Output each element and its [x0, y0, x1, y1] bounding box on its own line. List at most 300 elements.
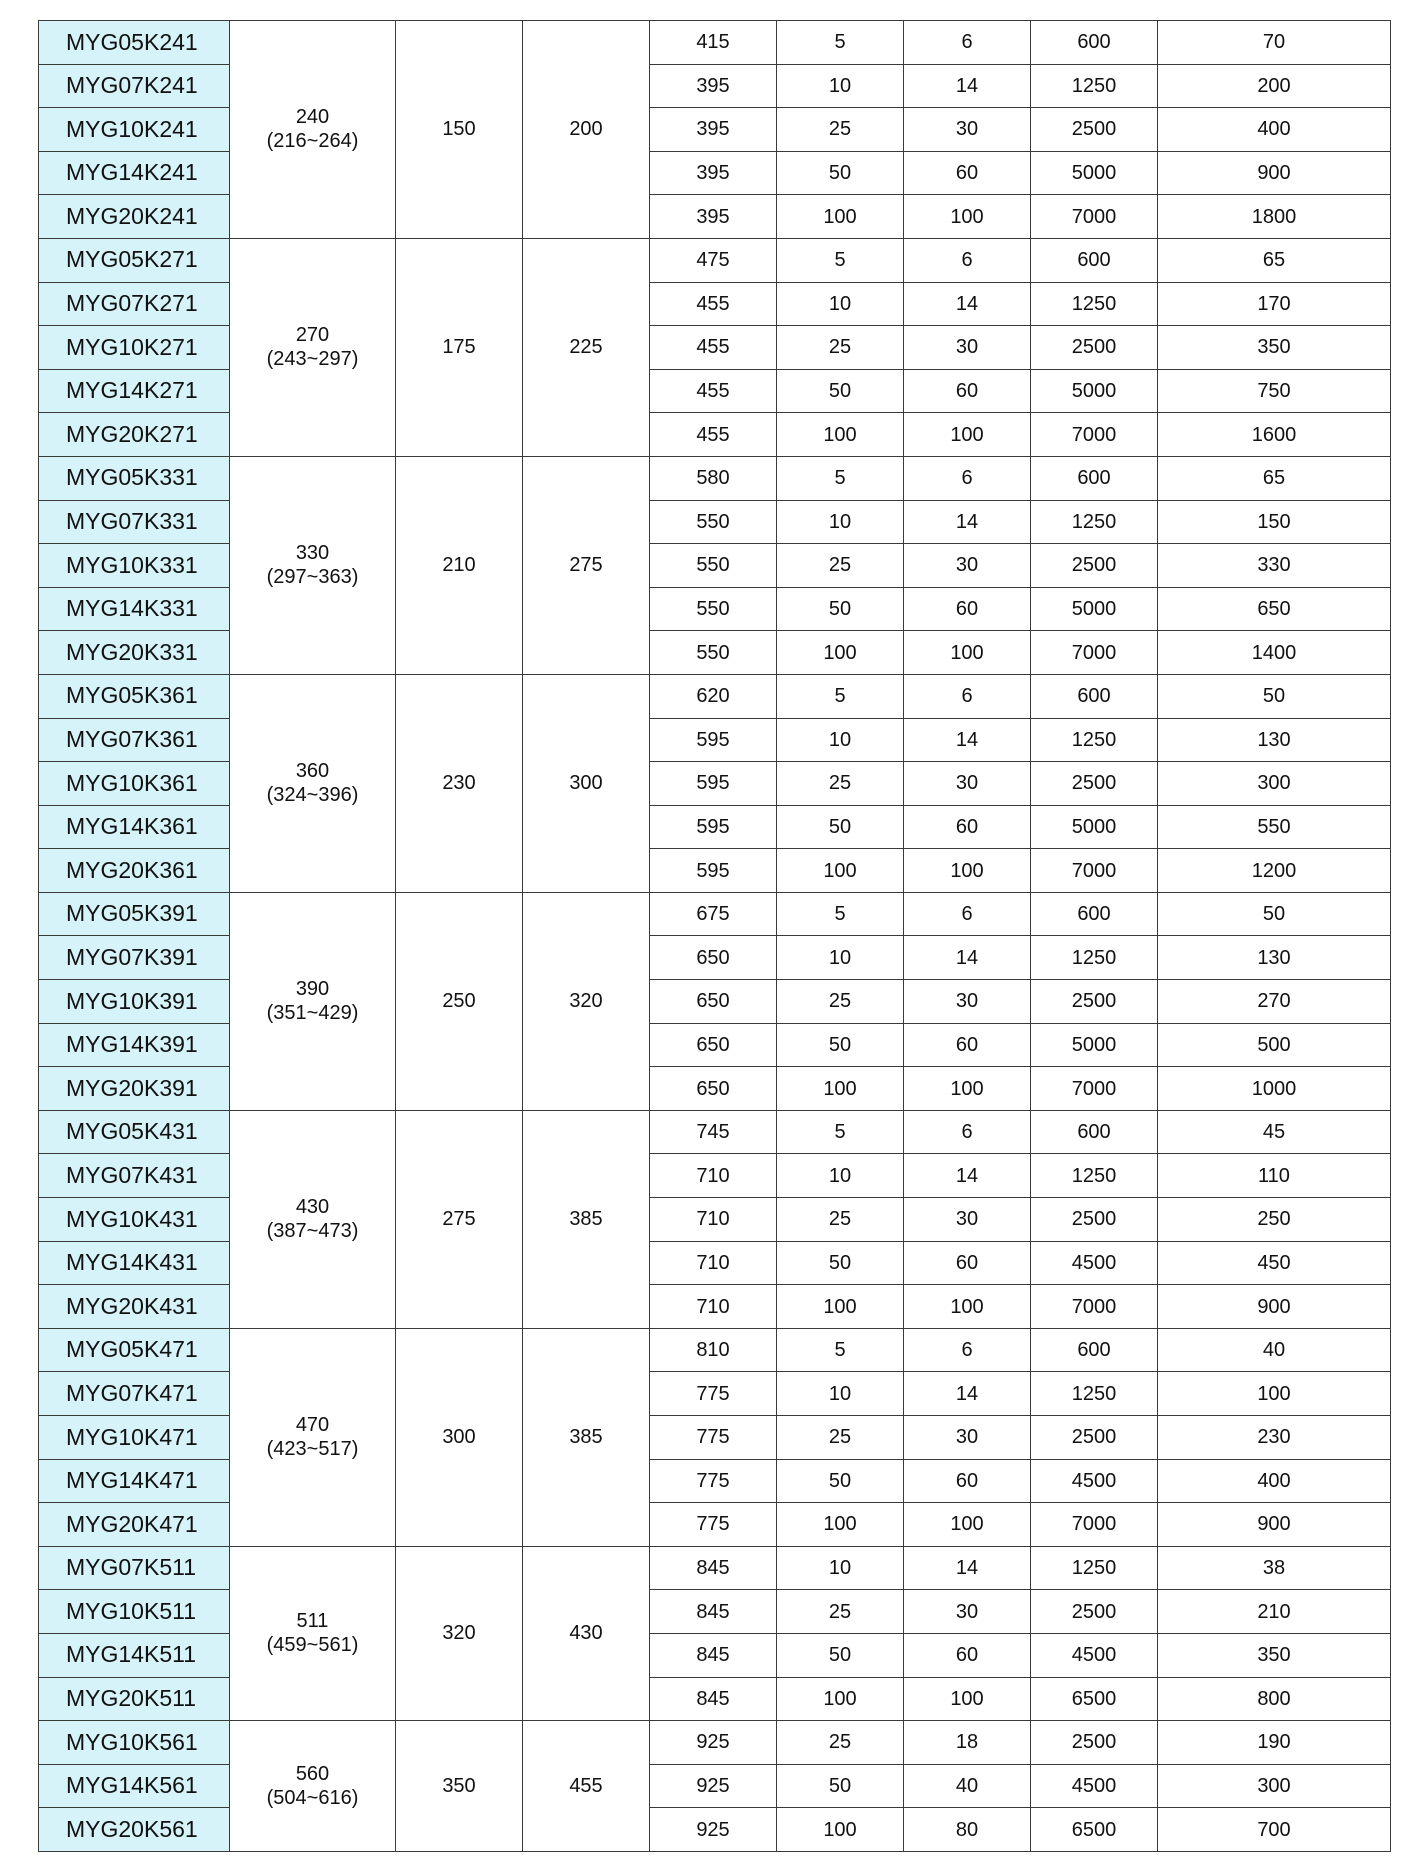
peak-current-cell: 600	[1031, 1110, 1158, 1154]
energy-2ms-cell: 25	[777, 1198, 904, 1242]
capacitance-cell: 350	[1158, 326, 1391, 370]
max-dc-voltage-cell: 275	[523, 456, 650, 674]
peak-current-cell: 1250	[1031, 500, 1158, 544]
peak-current-cell: 4500	[1031, 1241, 1158, 1285]
peak-current-cell: 7000	[1031, 1067, 1158, 1111]
peak-current-cell: 4500	[1031, 1764, 1158, 1808]
peak-current-cell: 600	[1031, 892, 1158, 936]
energy-10x1000-cell: 30	[904, 108, 1031, 152]
model-number-cell: MYG14K431	[39, 1241, 230, 1285]
energy-10x1000-cell: 100	[904, 631, 1031, 675]
max-dc-voltage-cell: 320	[523, 892, 650, 1110]
capacitance-cell: 1000	[1158, 1067, 1391, 1111]
energy-10x1000-cell: 30	[904, 544, 1031, 588]
clamping-voltage-cell: 395	[650, 64, 777, 108]
energy-2ms-cell: 10	[777, 1546, 904, 1590]
max-dc-voltage-cell: 385	[523, 1110, 650, 1328]
max-ac-voltage-cell: 300	[396, 1328, 523, 1546]
peak-current-cell: 1250	[1031, 64, 1158, 108]
max-ac-voltage-cell: 175	[396, 238, 523, 456]
energy-10x1000-cell: 6	[904, 674, 1031, 718]
max-ac-voltage-cell: 250	[396, 892, 523, 1110]
varistor-voltage-nominal: 270	[295, 324, 330, 347]
varistor-voltage-cell	[230, 674, 396, 892]
energy-2ms-cell: 50	[777, 151, 904, 195]
energy-10x1000-cell: 80	[904, 1808, 1031, 1852]
model-number-cell: MYG07K471	[39, 1372, 230, 1416]
peak-current-cell: 5000	[1031, 805, 1158, 849]
energy-10x1000-cell: 14	[904, 1372, 1031, 1416]
energy-10x1000-cell: 60	[904, 1241, 1031, 1285]
peak-current-cell: 2500	[1031, 544, 1158, 588]
peak-current-cell: 4500	[1031, 1633, 1158, 1677]
clamping-voltage-cell: 845	[650, 1633, 777, 1677]
capacitance-cell: 230	[1158, 1416, 1391, 1460]
capacitance-cell: 330	[1158, 544, 1391, 588]
peak-current-cell: 2500	[1031, 108, 1158, 152]
model-number-cell: MYG07K271	[39, 282, 230, 326]
model-number-cell: MYG20K391	[39, 1067, 230, 1111]
clamping-voltage-cell: 845	[650, 1677, 777, 1721]
clamping-voltage-cell: 550	[650, 544, 777, 588]
model-number-cell: MYG07K361	[39, 718, 230, 762]
clamping-voltage-cell: 650	[650, 936, 777, 980]
model-number-cell: MYG10K391	[39, 980, 230, 1024]
energy-10x1000-cell: 60	[904, 151, 1031, 195]
capacitance-cell: 270	[1158, 980, 1391, 1024]
energy-2ms-cell: 50	[777, 1459, 904, 1503]
energy-2ms-cell: 100	[777, 631, 904, 675]
max-dc-voltage-cell: 300	[523, 674, 650, 892]
varistor-voltage-range: (324~396)	[266, 784, 359, 807]
energy-2ms-cell: 5	[777, 674, 904, 718]
energy-2ms-cell: 5	[777, 456, 904, 500]
model-number-cell: MYG20K561	[39, 1808, 230, 1852]
energy-2ms-cell: 100	[777, 195, 904, 239]
table-row	[39, 1721, 1391, 1765]
capacitance-cell: 130	[1158, 718, 1391, 762]
peak-current-cell: 5000	[1031, 1023, 1158, 1067]
model-number-cell: MYG20K271	[39, 413, 230, 457]
clamping-voltage-cell: 925	[650, 1764, 777, 1808]
energy-2ms-cell: 5	[777, 21, 904, 65]
energy-2ms-cell: 10	[777, 1372, 904, 1416]
energy-2ms-cell: 50	[777, 369, 904, 413]
energy-10x1000-cell: 30	[904, 326, 1031, 370]
model-number-cell: MYG10K511	[39, 1590, 230, 1634]
energy-10x1000-cell: 14	[904, 718, 1031, 762]
capacitance-cell: 1800	[1158, 195, 1391, 239]
capacitance-cell: 170	[1158, 282, 1391, 326]
varistor-voltage-cell	[230, 1328, 396, 1546]
peak-current-cell: 600	[1031, 238, 1158, 282]
model-number-cell: MYG10K361	[39, 762, 230, 806]
varistor-voltage-nominal: 511	[296, 1610, 329, 1633]
clamping-voltage-cell: 475	[650, 238, 777, 282]
model-number-cell: MYG20K471	[39, 1503, 230, 1547]
clamping-voltage-cell: 395	[650, 195, 777, 239]
capacitance-cell: 50	[1158, 892, 1391, 936]
capacitance-cell: 500	[1158, 1023, 1391, 1067]
energy-2ms-cell: 100	[777, 1677, 904, 1721]
varistor-voltage-cell	[230, 892, 396, 1110]
model-number-cell: MYG14K361	[39, 805, 230, 849]
clamping-voltage-cell: 415	[650, 21, 777, 65]
peak-current-cell: 5000	[1031, 151, 1158, 195]
clamping-voltage-cell: 710	[650, 1198, 777, 1242]
energy-10x1000-cell: 6	[904, 892, 1031, 936]
clamping-voltage-cell: 395	[650, 108, 777, 152]
varistor-voltage-nominal: 560	[295, 1763, 330, 1786]
varistor-voltage-range: (387~473)	[266, 1220, 359, 1243]
model-number-cell: MYG05K471	[39, 1328, 230, 1372]
capacitance-cell: 190	[1158, 1721, 1391, 1765]
clamping-voltage-cell: 650	[650, 1023, 777, 1067]
energy-10x1000-cell: 14	[904, 936, 1031, 980]
clamping-voltage-cell: 925	[650, 1808, 777, 1852]
energy-2ms-cell: 10	[777, 282, 904, 326]
varistor-voltage-cell	[230, 238, 396, 456]
energy-10x1000-cell: 30	[904, 1416, 1031, 1460]
varistor-voltage-nominal: 470	[295, 1414, 330, 1437]
table-row	[39, 456, 1391, 500]
model-number-cell: MYG14K561	[39, 1764, 230, 1808]
energy-10x1000-cell: 14	[904, 1154, 1031, 1198]
max-ac-voltage-cell: 150	[396, 21, 523, 239]
varistor-voltage-range: (297~363)	[266, 566, 359, 589]
clamping-voltage-cell: 745	[650, 1110, 777, 1154]
energy-2ms-cell: 100	[777, 1503, 904, 1547]
energy-2ms-cell: 10	[777, 936, 904, 980]
model-number-cell: MYG05K271	[39, 238, 230, 282]
model-number-cell: MYG05K391	[39, 892, 230, 936]
model-number-cell: MYG05K431	[39, 1110, 230, 1154]
clamping-voltage-cell: 650	[650, 980, 777, 1024]
energy-2ms-cell: 25	[777, 762, 904, 806]
energy-2ms-cell: 25	[777, 108, 904, 152]
table-row	[39, 892, 1391, 936]
energy-10x1000-cell: 100	[904, 1677, 1031, 1721]
varistor-voltage-cell	[230, 456, 396, 674]
capacitance-cell: 50	[1158, 674, 1391, 718]
clamping-voltage-cell: 455	[650, 282, 777, 326]
energy-10x1000-cell: 100	[904, 195, 1031, 239]
peak-current-cell: 2500	[1031, 326, 1158, 370]
peak-current-cell: 2500	[1031, 762, 1158, 806]
max-ac-voltage-cell: 275	[396, 1110, 523, 1328]
varistor-voltage-range: (243~297)	[266, 348, 359, 371]
peak-current-cell: 6500	[1031, 1677, 1158, 1721]
energy-2ms-cell: 100	[777, 413, 904, 457]
energy-10x1000-cell: 14	[904, 500, 1031, 544]
table-row	[39, 21, 1391, 65]
max-dc-voltage-cell: 430	[523, 1546, 650, 1720]
energy-10x1000-cell: 100	[904, 1503, 1031, 1547]
energy-10x1000-cell: 18	[904, 1721, 1031, 1765]
energy-10x1000-cell: 60	[904, 1023, 1031, 1067]
model-number-cell: MYG20K361	[39, 849, 230, 893]
model-number-cell: MYG10K241	[39, 108, 230, 152]
peak-current-cell: 1250	[1031, 1154, 1158, 1198]
model-number-cell: MYG20K431	[39, 1285, 230, 1329]
varistor-voltage-nominal: 330	[295, 542, 330, 565]
max-dc-voltage-cell: 200	[523, 21, 650, 239]
clamping-voltage-cell: 810	[650, 1328, 777, 1372]
model-number-cell: MYG14K331	[39, 587, 230, 631]
energy-10x1000-cell: 6	[904, 456, 1031, 500]
energy-10x1000-cell: 6	[904, 238, 1031, 282]
model-number-cell: MYG14K511	[39, 1633, 230, 1677]
energy-2ms-cell: 100	[777, 1067, 904, 1111]
energy-10x1000-cell: 100	[904, 1285, 1031, 1329]
table-row	[39, 1546, 1391, 1590]
energy-2ms-cell: 50	[777, 1633, 904, 1677]
clamping-voltage-cell: 595	[650, 762, 777, 806]
capacitance-cell: 300	[1158, 762, 1391, 806]
capacitance-cell: 700	[1158, 1808, 1391, 1852]
capacitance-cell: 200	[1158, 64, 1391, 108]
energy-2ms-cell: 25	[777, 1416, 904, 1460]
clamping-voltage-cell: 775	[650, 1372, 777, 1416]
energy-2ms-cell: 25	[777, 544, 904, 588]
capacitance-cell: 400	[1158, 108, 1391, 152]
model-number-cell: MYG14K241	[39, 151, 230, 195]
model-number-cell: MYG07K331	[39, 500, 230, 544]
peak-current-cell: 7000	[1031, 195, 1158, 239]
clamping-voltage-cell: 710	[650, 1285, 777, 1329]
clamping-voltage-cell: 775	[650, 1416, 777, 1460]
capacitance-cell: 130	[1158, 936, 1391, 980]
model-number-cell: MYG10K331	[39, 544, 230, 588]
table-row	[39, 1328, 1391, 1372]
energy-10x1000-cell: 6	[904, 1328, 1031, 1372]
clamping-voltage-cell: 845	[650, 1546, 777, 1590]
model-number-cell: MYG20K331	[39, 631, 230, 675]
model-number-cell: MYG14K271	[39, 369, 230, 413]
capacitance-cell: 1600	[1158, 413, 1391, 457]
capacitance-cell: 750	[1158, 369, 1391, 413]
energy-2ms-cell: 25	[777, 1590, 904, 1634]
model-number-cell: MYG05K361	[39, 674, 230, 718]
varistor-voltage-range: (459~561)	[266, 1634, 359, 1657]
clamping-voltage-cell: 550	[650, 500, 777, 544]
model-number-cell: MYG05K331	[39, 456, 230, 500]
clamping-voltage-cell: 455	[650, 413, 777, 457]
energy-2ms-cell: 10	[777, 500, 904, 544]
varistor-voltage-cell	[230, 21, 396, 239]
capacitance-cell: 100	[1158, 1372, 1391, 1416]
clamping-voltage-cell: 925	[650, 1721, 777, 1765]
peak-current-cell: 2500	[1031, 1590, 1158, 1634]
clamping-voltage-cell: 550	[650, 587, 777, 631]
peak-current-cell: 7000	[1031, 849, 1158, 893]
energy-2ms-cell: 25	[777, 1721, 904, 1765]
varistor-voltage-range: (504~616)	[266, 1787, 359, 1810]
peak-current-cell: 1250	[1031, 718, 1158, 762]
energy-2ms-cell: 100	[777, 1285, 904, 1329]
energy-10x1000-cell: 14	[904, 1546, 1031, 1590]
peak-current-cell: 5000	[1031, 587, 1158, 631]
peak-current-cell: 2500	[1031, 1198, 1158, 1242]
capacitance-cell: 900	[1158, 1503, 1391, 1547]
capacitance-cell: 1200	[1158, 849, 1391, 893]
energy-10x1000-cell: 60	[904, 369, 1031, 413]
varistor-voltage-cell	[230, 1721, 396, 1852]
capacitance-cell: 65	[1158, 238, 1391, 282]
capacitance-cell: 70	[1158, 21, 1391, 65]
model-number-cell: MYG07K241	[39, 64, 230, 108]
model-number-cell: MYG10K561	[39, 1721, 230, 1765]
peak-current-cell: 600	[1031, 456, 1158, 500]
model-number-cell: MYG10K271	[39, 326, 230, 370]
capacitance-cell: 900	[1158, 151, 1391, 195]
peak-current-cell: 2500	[1031, 1721, 1158, 1765]
peak-current-cell: 600	[1031, 1328, 1158, 1372]
capacitance-cell: 110	[1158, 1154, 1391, 1198]
model-number-cell: MYG05K241	[39, 21, 230, 65]
model-number-cell: MYG07K431	[39, 1154, 230, 1198]
capacitance-cell: 300	[1158, 1764, 1391, 1808]
energy-10x1000-cell: 6	[904, 21, 1031, 65]
model-number-cell: MYG14K471	[39, 1459, 230, 1503]
max-ac-voltage-cell: 320	[396, 1546, 523, 1720]
varistor-voltage-nominal: 390	[295, 978, 330, 1001]
peak-current-cell: 7000	[1031, 1503, 1158, 1547]
peak-current-cell: 4500	[1031, 1459, 1158, 1503]
energy-10x1000-cell: 40	[904, 1764, 1031, 1808]
max-ac-voltage-cell: 210	[396, 456, 523, 674]
clamping-voltage-cell: 455	[650, 326, 777, 370]
capacitance-cell: 1400	[1158, 631, 1391, 675]
varistor-voltage-nominal: 430	[295, 1196, 330, 1219]
model-number-cell: MYG10K471	[39, 1416, 230, 1460]
peak-current-cell: 1250	[1031, 1546, 1158, 1590]
energy-10x1000-cell: 60	[904, 587, 1031, 631]
energy-10x1000-cell: 30	[904, 1198, 1031, 1242]
peak-current-cell: 7000	[1031, 413, 1158, 457]
capacitance-cell: 650	[1158, 587, 1391, 631]
clamping-voltage-cell: 595	[650, 849, 777, 893]
energy-2ms-cell: 10	[777, 64, 904, 108]
clamping-voltage-cell: 710	[650, 1241, 777, 1285]
energy-10x1000-cell: 100	[904, 413, 1031, 457]
clamping-voltage-cell: 580	[650, 456, 777, 500]
clamping-voltage-cell: 455	[650, 369, 777, 413]
peak-current-cell: 1250	[1031, 1372, 1158, 1416]
clamping-voltage-cell: 845	[650, 1590, 777, 1634]
capacitance-cell: 800	[1158, 1677, 1391, 1721]
energy-10x1000-cell: 30	[904, 980, 1031, 1024]
peak-current-cell: 7000	[1031, 1285, 1158, 1329]
energy-2ms-cell: 10	[777, 1154, 904, 1198]
energy-10x1000-cell: 14	[904, 282, 1031, 326]
max-ac-voltage-cell: 230	[396, 674, 523, 892]
capacitance-cell: 65	[1158, 456, 1391, 500]
clamping-voltage-cell: 550	[650, 631, 777, 675]
peak-current-cell: 2500	[1031, 980, 1158, 1024]
clamping-voltage-cell: 595	[650, 805, 777, 849]
energy-10x1000-cell: 100	[904, 849, 1031, 893]
clamping-voltage-cell: 620	[650, 674, 777, 718]
peak-current-cell: 600	[1031, 674, 1158, 718]
energy-10x1000-cell: 60	[904, 1633, 1031, 1677]
energy-2ms-cell: 25	[777, 980, 904, 1024]
table-row	[39, 1110, 1391, 1154]
varistor-spec-table	[38, 20, 1391, 1852]
capacitance-cell: 250	[1158, 1198, 1391, 1242]
peak-current-cell: 1250	[1031, 282, 1158, 326]
model-number-cell: MYG07K511	[39, 1546, 230, 1590]
energy-2ms-cell: 50	[777, 1241, 904, 1285]
varistor-voltage-nominal: 360	[295, 760, 330, 783]
energy-10x1000-cell: 100	[904, 1067, 1031, 1111]
varistor-voltage-nominal: 240	[295, 106, 330, 129]
capacitance-cell: 45	[1158, 1110, 1391, 1154]
varistor-voltage-range: (423~517)	[266, 1438, 359, 1461]
energy-2ms-cell: 100	[777, 849, 904, 893]
model-number-cell: MYG20K241	[39, 195, 230, 239]
capacitance-cell: 210	[1158, 1590, 1391, 1634]
capacitance-cell: 400	[1158, 1459, 1391, 1503]
table-row	[39, 674, 1391, 718]
clamping-voltage-cell: 675	[650, 892, 777, 936]
clamping-voltage-cell: 775	[650, 1459, 777, 1503]
energy-2ms-cell: 50	[777, 587, 904, 631]
clamping-voltage-cell: 775	[650, 1503, 777, 1547]
capacitance-cell: 150	[1158, 500, 1391, 544]
max-dc-voltage-cell: 225	[523, 238, 650, 456]
energy-2ms-cell: 100	[777, 1808, 904, 1852]
clamping-voltage-cell: 595	[650, 718, 777, 762]
energy-10x1000-cell: 14	[904, 64, 1031, 108]
varistor-voltage-range: (216~264)	[266, 130, 359, 153]
model-number-cell: MYG14K391	[39, 1023, 230, 1067]
max-ac-voltage-cell: 350	[396, 1721, 523, 1852]
varistor-voltage-cell	[230, 1546, 396, 1720]
peak-current-cell: 6500	[1031, 1808, 1158, 1852]
capacitance-cell: 450	[1158, 1241, 1391, 1285]
energy-10x1000-cell: 60	[904, 805, 1031, 849]
energy-2ms-cell: 50	[777, 1023, 904, 1067]
max-dc-voltage-cell: 385	[523, 1328, 650, 1546]
peak-current-cell: 2500	[1031, 1416, 1158, 1460]
clamping-voltage-cell: 395	[650, 151, 777, 195]
capacitance-cell: 350	[1158, 1633, 1391, 1677]
peak-current-cell: 5000	[1031, 369, 1158, 413]
energy-2ms-cell: 5	[777, 1328, 904, 1372]
energy-2ms-cell: 10	[777, 718, 904, 762]
peak-current-cell: 1250	[1031, 936, 1158, 980]
model-number-cell: MYG10K431	[39, 1198, 230, 1242]
model-number-cell: MYG20K511	[39, 1677, 230, 1721]
capacitance-cell: 38	[1158, 1546, 1391, 1590]
energy-10x1000-cell: 30	[904, 762, 1031, 806]
energy-2ms-cell: 5	[777, 238, 904, 282]
energy-10x1000-cell: 30	[904, 1590, 1031, 1634]
energy-2ms-cell: 50	[777, 1764, 904, 1808]
max-dc-voltage-cell: 455	[523, 1721, 650, 1852]
peak-current-cell: 7000	[1031, 631, 1158, 675]
model-number-cell: MYG07K391	[39, 936, 230, 980]
table-row	[39, 238, 1391, 282]
energy-2ms-cell: 5	[777, 1110, 904, 1154]
spec-table-body	[39, 21, 1391, 1852]
energy-2ms-cell: 5	[777, 892, 904, 936]
energy-10x1000-cell: 60	[904, 1459, 1031, 1503]
peak-current-cell: 600	[1031, 21, 1158, 65]
varistor-voltage-range: (351~429)	[266, 1002, 359, 1025]
varistor-voltage-cell	[230, 1110, 396, 1328]
